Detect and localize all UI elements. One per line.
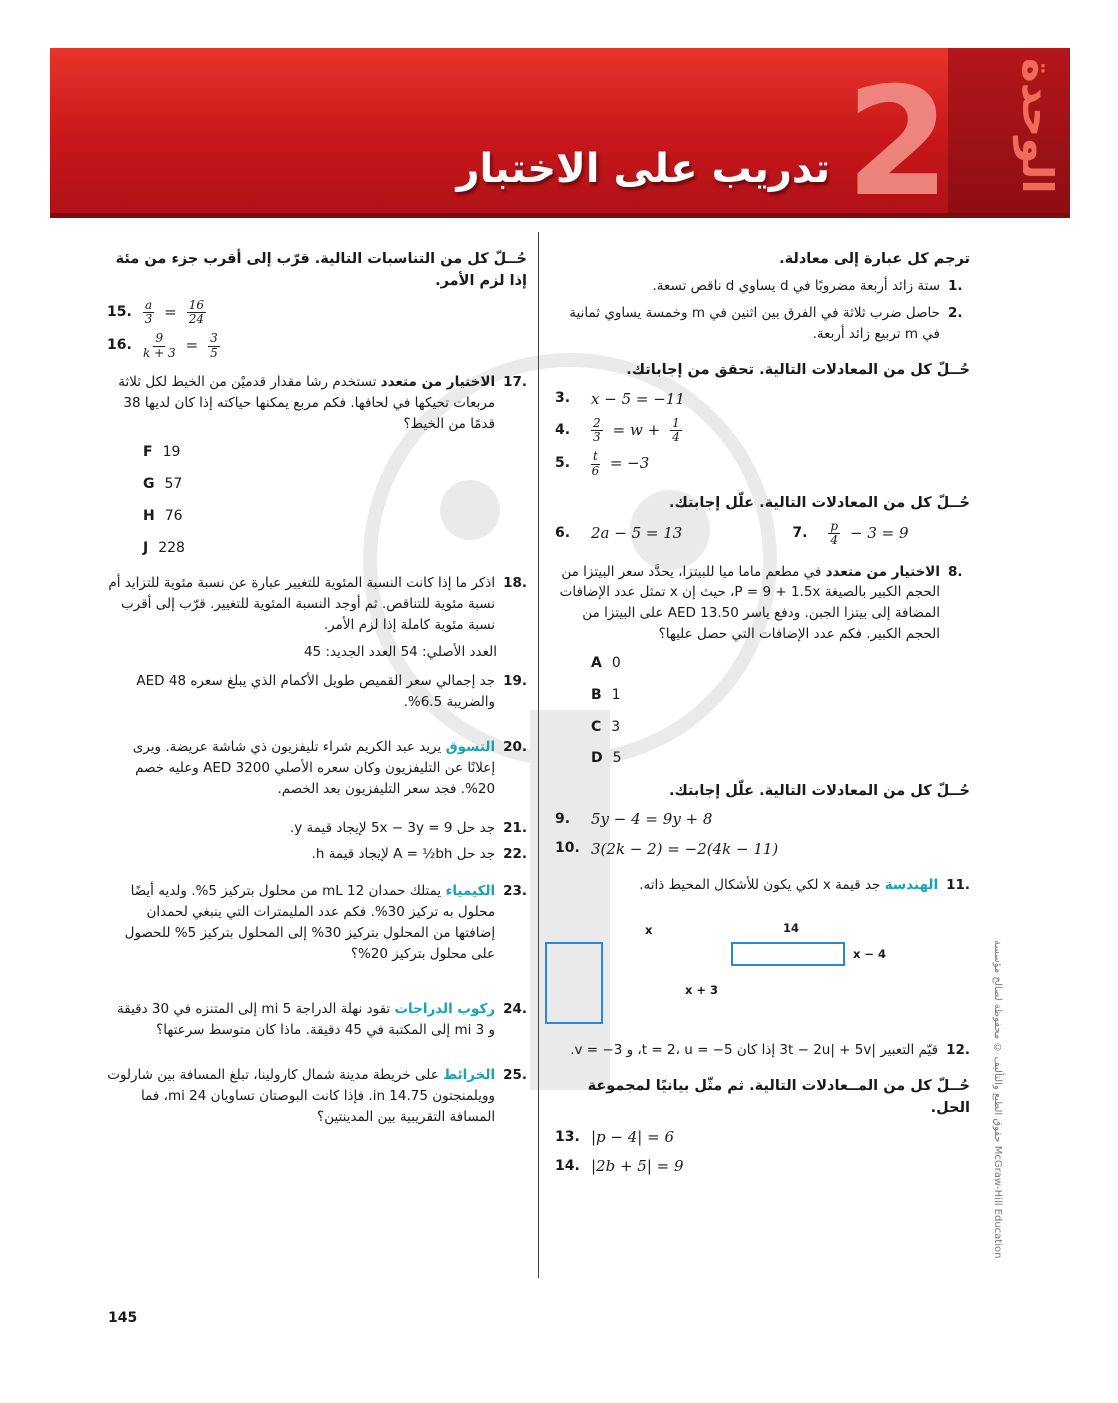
question-23 [107,881,527,965]
question-number: 3. [555,390,571,407]
denominator: 3 [144,312,153,327]
question-8 [555,562,970,646]
choice-value: 228 [158,539,185,556]
question-14 [555,1155,970,1178]
question-text: جد قيمة x لكي يكون للأشكال المحيط ذاته. [639,876,885,893]
label-x-minus-4: x − 4 [853,946,887,961]
question-number: 13. [555,1128,580,1145]
question-text: على خريطة مدينة شمال كارولينا، تبلغ المسافة بين شارلوت وويلمنجتون 14.75 in. فإذا كانت البوصتان تساويان 24 mi، فما المسافة التقريبية بين المدينتين؟ [107,1066,496,1125]
choice[interactable] [591,653,970,675]
denominator: 4 [830,533,838,548]
choice-value: 5 [612,750,622,767]
question-number: 24. [503,1001,527,1018]
page-title: تدريب على الاختبار [456,146,830,192]
question-number: 7. [792,525,808,542]
label-14: 14 [783,920,800,935]
choices-8 [555,653,970,770]
denominator: 4 [672,430,680,445]
denominator: 6 [591,463,600,478]
questions-6-7 [555,520,970,547]
choices-17 [107,442,527,559]
numerator: 16 [188,297,205,312]
question-5 [555,450,970,477]
denominator: k + 3 [143,345,176,360]
equation-part: = w + [612,421,661,440]
choice[interactable] [143,474,527,496]
question-number: 20. [503,738,527,755]
question-text: يمتلك حمدان 12 mL من محلول بتركيز 5%. ولديه أيضًا محلول به تركيز 30%. فكم عدد المليمترات التي ينبغي لحمدان إضافتها من المحلول بتركيز 30% إلى المحلول بتركيز 5% للحصول على محلول بتركيز 20%؟ [124,883,496,963]
choice-value: 19 [162,444,181,461]
label-x-plus-3: x + 3 [685,982,719,997]
denominator: 3 [593,430,601,445]
fraction [208,332,220,359]
question-text: تستخدم رشا مقدار قدميْن من الخيط لكل ثلاثة مربعات تحيكها في لحافها. فكم مربع يمكنها حياكته إذا كان لديها 38 قدمًا من الخيط؟ [118,373,496,432]
choice-letter: H [143,507,155,524]
section-heading: حُــلّ كل من التناسبات التالية. قرّب إلى أقرب جزء من مئة إذا لزم الأمر. [115,251,527,290]
fraction [143,332,176,359]
choice[interactable] [591,685,970,707]
equation: 3(2k − 2) = −2(4k − 11) [591,839,779,858]
question-number: 9. [555,811,571,828]
question-keyword: الكيمياء [445,883,496,900]
question-2 [555,303,970,345]
question-text: اذكر ما إذا كانت النسبة المئوية للتغيير عبارة عن نسبة مئوية للتزايد أم نسبة مئوية للتناقص. ثم أوجد النسبة المئوية للتغيير. قرّب إلى أقرب نسبة مئوية كاملة إذا لزم الأمر. [108,575,496,634]
question-text: تقود نهلة الدراجة 5 mi إلى المتنزه في 30 دقيقة و 3 mi إلى المكتبة في 45 دقيقة. ماذا كان متوسط سرعتها؟ [117,1001,496,1038]
question-keyword: الهندسة [884,876,939,893]
choice-letter: F [143,444,153,461]
question-keyword: الخرائط [443,1066,496,1083]
rectangle-tall [545,942,603,1024]
section-heading: حُــلّ كل من المعادلات التالية. علّل إجابتك. [668,782,970,799]
unit-label: الوحدة [1013,58,1062,194]
numerator: a [145,297,153,312]
question-24 [107,999,527,1041]
question-9 [555,808,970,831]
fraction [670,417,682,444]
equation: 5y − 4 = 9y + 8 [591,810,713,829]
equation: 2a − 5 = 13 [591,524,683,543]
geometry-figure [555,902,970,1032]
question-number: 25. [503,1066,527,1083]
question-number: 17. [503,373,527,390]
question-number: 2. [948,305,963,322]
equation-part: − 3 = 9 [850,524,909,543]
choice-letter: A [591,655,602,672]
choice-value: 3 [611,718,621,735]
header-banner [50,48,1070,230]
choice-letter: J [143,539,149,556]
section-heading: حُــلّ كل من المعادلات التالية. تحقق من إجاباتك. [626,362,970,379]
choice-letter: C [591,718,602,735]
page-number: 145 [108,1310,138,1326]
numerator: 2 [593,415,601,430]
question-11 [555,875,970,896]
numerator: 9 [155,331,164,346]
question-number: 1. [948,278,963,295]
question-number: 4. [555,421,571,438]
question-keyword: الاختيار من متعدد [825,563,940,580]
question-keyword: ركوب الدراجات [394,1001,496,1018]
question-number: 19. [503,672,527,689]
question-text: قيّم التعبير |3t − 2u| + 5v إذا كان t = 2، u = −5، و v = −3. [570,1041,939,1058]
section-heading: حُــلّ كل من المــعادلات التالية. ثم مثّل بيانيًا لمجموعة الحل. [587,1077,970,1117]
choice-letter: G [143,476,155,493]
fraction [591,417,603,444]
choice-letter: D [591,750,603,767]
section-heading: حُــلّ كل من المعادلات التالية. علّل إجابتك. [668,494,970,511]
question-number: 12. [946,1041,970,1058]
choice-value: 76 [164,507,183,524]
question-13 [555,1126,970,1149]
equation: |p − 4| = 6 [591,1127,675,1146]
question-25 [107,1065,527,1128]
question-text: حاصل ضرب ثلاثة في الفرق بين اثنين في m وخمسة يساوي ثمانية في m تربيع زائد أربعة. [569,305,940,343]
question-number: 10. [555,840,580,857]
right-column [555,240,970,1184]
numerator: 1 [672,415,680,430]
question-1 [555,276,970,297]
choice[interactable] [143,538,527,560]
question-text: جد حل 5x − 3y = 9 لإيجاد قيمة y. [289,819,496,836]
question-21 [107,818,527,839]
question-keyword: الاختيار من متعدد [380,373,496,390]
choice[interactable] [591,748,970,770]
question-text: جد حل A = ½bh لإيجاد قيمة h. [311,846,496,863]
question-text: ستة زائد أربعة مضروبًا في d يساوي d ناقص تسعة. [652,278,940,295]
question-22 [107,844,527,865]
question-number: 15. [107,303,132,320]
numerator: 3 [210,331,218,346]
label-x: x [645,922,653,937]
fraction [591,450,600,477]
question-20 [107,737,527,800]
question-15: 15. $\frac{a}{3}$ = $\frac{16}{24}$ [107,297,205,327]
section-heading: ترجم كل عبارة إلى معادلة. [779,251,970,267]
choice[interactable] [143,442,527,464]
denominator: 24 [188,312,205,327]
equation: x − 5 = −11 [591,389,685,408]
question-number: 8. [948,563,963,580]
column-divider [538,232,539,1278]
question-4 [555,417,970,444]
denominator: 5 [210,345,218,360]
choice-value: 57 [164,476,183,493]
question-12 [555,1040,970,1061]
question-number: 23. [503,883,527,900]
choice-letter: B [591,686,602,703]
choice-value: 0 [611,655,621,672]
question-10 [555,838,970,861]
unit-number: 2 [845,56,950,230]
question-number: 6. [555,525,571,542]
question-number: 18. [503,575,527,592]
question-16: 16. $\frac{9}{k + 3}$ = $\frac{3}{5}$ [107,331,218,360]
question-text: في مطعم ماما ميا للبيتزا، يحدَّد سعر البيتزا من الحجم الكبير بالصيغة P = 9 + 1.5x، حيث إن x تمثل عدد الإضافات المضافة إلى بيتزا الجبن. ودفع ياسر AED 13.50 على البيتزا من الحجم الكبير. فكم عدد الإضافات التي حصل عليها؟ [559,563,940,643]
question-text: جد إجمالي سعر القميص طويل الأكمام الذي يبلغ سعره AED 48 والضريبة 6.5%. [136,672,496,710]
numerator: t [593,449,598,464]
question-17 [107,372,527,435]
numerator: p [830,519,839,534]
question-number: 5. [555,455,571,472]
fraction [187,299,206,326]
fraction [828,520,840,547]
question-keyword: التسوق [445,738,496,755]
choice-value: 1 [611,686,621,703]
question-number: 22. [503,846,527,863]
question-number: 11. [946,876,970,893]
left-column [107,240,527,1134]
question-19 [107,671,527,713]
question-3 [555,388,970,411]
fraction [143,299,154,326]
choice[interactable] [591,717,970,739]
question-number: 14. [555,1157,580,1174]
equation: |2b + 5| = 9 [591,1156,684,1175]
copyright-credit: حقوق الطبع والتأليف © محفوظة لصالح مؤسسة McGraw-Hill Education [992,940,1003,1259]
equation-part: = −3 [609,454,650,473]
question-18-values: العدد الأصلي: 54 العدد الجديد: 45 [303,643,497,660]
rectangle-wide [731,942,845,966]
question-text: يريد عبد الكريم شراء تليفزيون ذي شاشة عريضة. ويرى إعلانًا عن التليفزيون وكان سعره الأصلي AED 3200 وعليه خصم 20%. فجد سعر التليفزيون بعد الخصم. [132,738,496,797]
question-number: 16. [107,337,132,354]
question-number: 21. [503,819,527,836]
choice[interactable] [143,506,527,528]
question-18 [107,573,527,636]
